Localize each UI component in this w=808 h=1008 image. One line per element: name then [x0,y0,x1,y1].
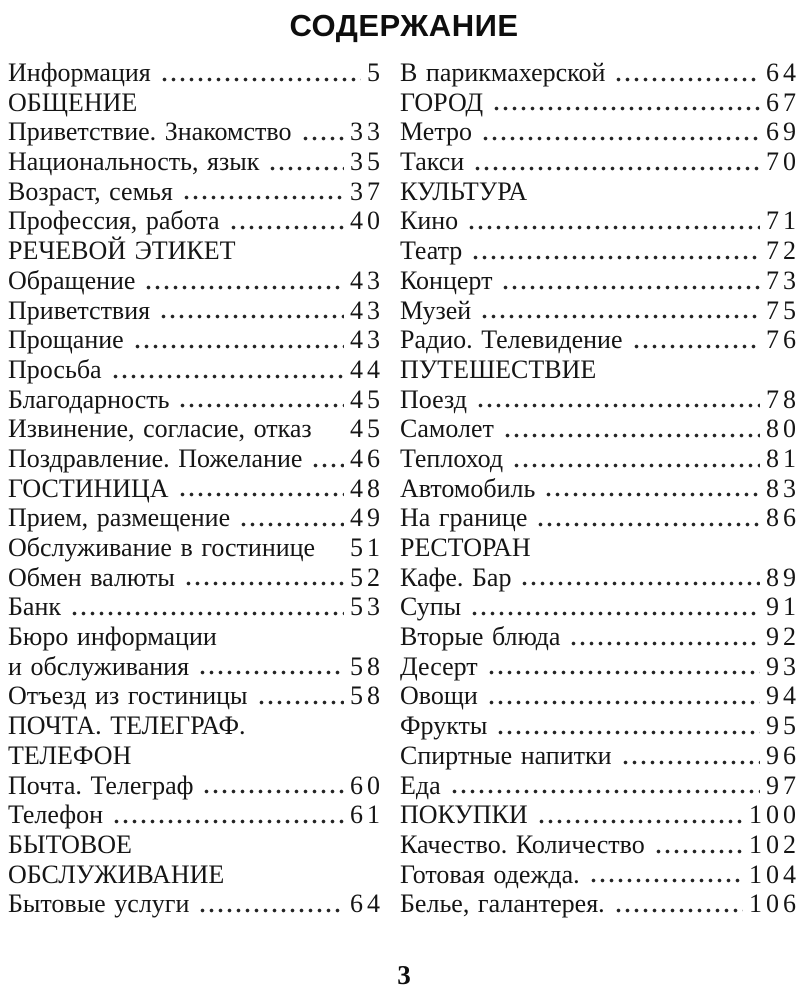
dot-leader [309,444,344,474]
toc-entry-label: Профессия, работа [8,206,220,236]
toc-entry [8,325,384,355]
toc-entry [400,87,800,118]
dot-leader [322,533,344,563]
dot-leader [485,652,760,682]
dot-leader [176,385,344,415]
toc-entry-label: Автомобиль [400,473,536,503]
toc-entry [400,177,796,207]
dot-leader [542,474,760,504]
toc-entry [8,147,384,177]
toc-entry [8,354,384,385]
toc-entry-label: На границе [400,503,528,533]
toc-entry-label: Такси [400,147,465,177]
toc-column-left [8,58,384,919]
toc-entry-page: 73 [766,265,800,295]
toc-entry-page: 64 [766,58,800,87]
toc-entry-label: ПУТЕШЕСТВИЕ [400,354,597,384]
dot-leader [469,236,760,266]
dot-leader [534,177,794,207]
dot-leader [110,800,344,830]
toc-entry-page: 86 [766,503,800,533]
toc-entry-page: 53 [350,592,384,622]
toc-entry-label: Поздравление. Пожелание [8,443,303,473]
toc-entry [400,681,800,711]
dot-leader [319,414,344,444]
toc-entry-label: Метро [400,117,472,147]
toc-entry-page: 40 [350,206,384,236]
toc-entry-label: ПОЧТА. ТЕЛЕГРАФ. [8,711,246,741]
toc-entry-label: Банк [8,592,62,622]
toc-entry-label: ГОСТИНИЦА [8,473,169,503]
toc-entry-page: 45 [350,414,384,444]
toc-entry-page: 43 [350,295,384,325]
toc-entry [8,681,384,711]
toc-entry [400,800,800,830]
toc-entry-page: 92 [766,622,800,652]
dot-leader [478,296,760,326]
toc-entry [8,860,380,890]
toc-entry [8,503,384,533]
toc-entry [400,473,800,504]
toc-entry-label: и обслуживания [8,651,190,681]
dot-leader [494,711,760,741]
dot-leader [474,385,760,415]
toc-entry-label: Белье, галантерея. [400,889,605,919]
toc-entry-label: БЫТОВОЕ [8,829,132,859]
toc-entry-label: Приветствия [8,295,151,325]
dot-leader [109,355,344,385]
dot-leader [471,147,760,177]
toc-entry-label: Фрукты [400,711,488,741]
toc-entry-page: 44 [350,354,384,384]
toc-entry-label: Просьба [8,354,102,384]
toc-entry-page: 60 [350,770,384,800]
toc-entry-page: 96 [766,740,800,770]
dot-leader [180,177,344,207]
toc-entry-page: 46 [350,443,384,473]
toc-entry-label: КУЛЬТУРА [400,176,528,206]
toc-entry [8,176,384,207]
toc-entry-page: 58 [350,681,384,711]
toc-entry-label: Приветствие. Знакомство [8,117,292,147]
toc-entry [400,414,800,444]
toc-entry-page: 97 [766,770,800,800]
toc-entry-page: 95 [766,711,800,741]
toc-entry-page: 51 [350,533,384,562]
dot-leader [612,58,760,88]
toc-entry-page: 43 [350,265,384,295]
toc-entry [400,740,800,771]
toc-entry [8,562,384,593]
dot-leader [299,117,345,147]
toc-entry-label: Бюро информации [8,622,217,652]
toc-entry-page: 67 [766,87,800,117]
toc-entry-page: 72 [766,236,800,266]
dot-leader [196,889,344,919]
toc-entry-label: Театр [400,236,463,266]
dot-leader [465,206,760,236]
toc-entry-label: Готовая одежда. [400,859,580,889]
toc-entry-page: 71 [766,206,800,236]
dot-leader [182,563,344,593]
toc-entry-label: ТЕЛЕФОН [8,740,132,770]
toc-entry [400,295,800,326]
toc-entry-label: РЕСТОРАН [400,533,531,562]
toc-entry [8,622,380,652]
toc-entry [400,355,796,385]
dot-leader [196,652,344,682]
toc-entry-label: Кино [400,206,459,236]
toc-entry-label: Извинение, согласие, отказ [8,414,312,444]
toc-entry-page: 43 [350,325,384,355]
toc-entry-page: 69 [766,117,800,147]
toc-entry-page: 64 [350,889,384,919]
toc-entry-label: Обращение [8,265,136,295]
dot-leader [255,681,344,711]
toc-entry [400,503,800,533]
dot-leader [479,117,760,147]
toc-entry [8,414,384,444]
toc-entry [400,236,800,266]
toc-entry-page: 52 [350,562,384,592]
toc-entry [8,741,380,771]
toc-entry-label: ГОРОД [400,87,484,117]
dot-leader [603,355,794,385]
toc-entry-label: Супы [400,592,462,622]
dot-leader [567,622,760,652]
toc-entry-label: Прием, размещение [8,503,231,533]
toc-entry [400,592,800,622]
toc-entry-label: ОБСЛУЖИВАНИЕ [8,859,225,889]
dot-leader [253,711,378,741]
toc-entry-page: 35 [350,147,384,177]
toc-entry-page: 78 [766,384,800,414]
dot-leader [266,147,344,177]
dot-leader [619,741,760,771]
dot-leader [630,325,761,355]
page-title: СОДЕРЖАНИЕ [289,8,519,43]
dot-leader [158,58,361,88]
folio-page-number: 3 [397,960,411,990]
toc-entry [8,889,384,919]
toc-entry [8,117,384,147]
toc-entry-page: 106 [749,889,800,919]
toc-entry-label: Самолет [400,414,494,444]
toc-entry [400,265,800,296]
toc-entry [8,295,384,326]
dot-leader [468,592,760,622]
toc-entry-page: 37 [350,176,384,206]
dot-leader [142,266,344,296]
toc-entry [8,443,384,474]
toc-entry-label: Телефон [8,800,104,830]
toc-entry-page: 48 [350,473,384,503]
toc-entry-page: 94 [766,681,800,711]
toc-entry [8,592,384,622]
toc-column-right [400,58,800,919]
toc-entry [400,770,800,801]
toc-entry [400,859,800,890]
toc-entry-label: Теплоход [400,443,504,473]
toc-entry-page: 89 [766,562,800,592]
toc-entry-label: Овощи [400,681,478,711]
dot-leader [144,88,378,118]
toc-entry-label: Радио. Телевидение [400,325,623,355]
dot-leader [200,771,344,801]
toc-entry-label: Прощание [8,325,124,355]
dot-leader [139,830,378,860]
dot-leader [499,266,760,296]
toc-entry [400,147,800,177]
toc-entry-label: Десерт [400,651,478,681]
toc-entry-label: РЕЧЕВОЙ ЭТИКЕТ [8,236,236,266]
toc-entry [8,830,380,860]
toc-entry-label: Концерт [400,265,493,295]
toc-entry-page: 58 [350,651,384,681]
toc-entry-page: 100 [749,800,800,830]
toc-entry-page: 45 [350,384,384,414]
dot-leader [518,563,760,593]
toc-entry-page: 76 [766,325,800,355]
toc-entry-page: 75 [766,295,800,325]
toc-entry [8,206,384,236]
toc-entry-label: Благодарность [8,384,170,414]
toc-entry [400,889,800,919]
toc-entry [8,770,384,801]
dot-leader [224,622,378,652]
toc-entry-label: Кафе. Бар [400,562,512,592]
toc-entry-page: 5 [367,58,384,87]
toc-entry-page: 80 [766,414,800,444]
dot-leader [652,830,743,860]
toc-entry-label: ОБЩЕНИЕ [8,87,138,117]
toc-entry-page: 91 [766,592,800,622]
dot-leader [448,771,760,801]
toc-entry [8,236,380,266]
dot-leader [131,325,344,355]
toc-entry [8,473,384,504]
toc-entry-label: Качество. Количество [400,829,645,859]
toc-entry-page: 33 [350,117,384,147]
dot-leader [587,860,743,890]
toc-entry [400,325,800,355]
toc-entry-page: 93 [766,651,800,681]
toc-entry-label: Отъезд из гостиницы [8,681,248,711]
toc-entry-label: Музей [400,295,472,325]
dot-leader [243,236,378,266]
toc-entry-label: Вторые блюда [400,622,561,652]
toc-entry [8,651,384,682]
toc-entry-label: Еда [400,770,441,800]
dot-leader [227,206,345,236]
dot-leader [157,296,344,326]
toc-entry [400,58,800,88]
toc-entry-label: Спиртные напитки [400,740,612,770]
toc-entry-page: 81 [766,443,800,473]
toc-entry [400,622,800,652]
toc-entry [8,265,384,296]
dot-leader [612,889,743,919]
toc-entry-label: Возраст, семья [8,176,173,206]
toc-entry-page: 104 [749,859,800,889]
dot-leader [501,414,760,444]
toc-entry-label: Почта. Телеграф [8,770,194,800]
toc-entry [400,117,800,147]
toc-entry [400,562,800,593]
toc-entry [400,443,800,474]
toc-entry-label: В парикмахерской [400,58,606,87]
toc-entry [8,384,384,415]
dot-leader [68,592,344,622]
toc-entry [8,711,380,741]
toc-entry-label: Обслуживание в гостинице [8,533,316,562]
toc-columns [0,58,808,919]
dot-leader [534,503,760,533]
toc-entry-page: 83 [766,473,800,503]
dot-leader [485,681,760,711]
toc-entry [8,800,384,830]
toc-entry-label: Обмен валюты [8,562,175,592]
toc-entry [400,533,796,563]
toc-entry-label: Поезд [400,384,467,414]
toc-entry [400,711,800,741]
toc-entry [400,651,800,682]
dot-leader [231,860,378,890]
toc-entry-page: 102 [749,829,800,859]
toc-entry-label: ПОКУПКИ [400,800,528,830]
toc-entry-label: Информация [8,58,151,87]
toc-entry [8,88,380,118]
dot-leader [510,444,760,474]
toc-entry [8,533,384,563]
toc-entry [400,829,800,860]
toc-entry-page: 61 [350,800,384,830]
dot-leader [138,741,378,771]
dot-leader [176,474,344,504]
toc-entry [8,58,384,88]
dot-leader [535,800,743,830]
toc-entry-label: Бытовые услуги [8,889,190,919]
dot-leader [237,503,344,533]
toc-entry-page: 49 [350,503,384,533]
toc-entry-label: Национальность, язык [8,147,260,177]
toc-entry [400,384,800,415]
toc-entry [400,206,800,236]
dot-leader [490,88,760,118]
toc-entry-page: 70 [766,147,800,177]
dot-leader [538,533,794,563]
